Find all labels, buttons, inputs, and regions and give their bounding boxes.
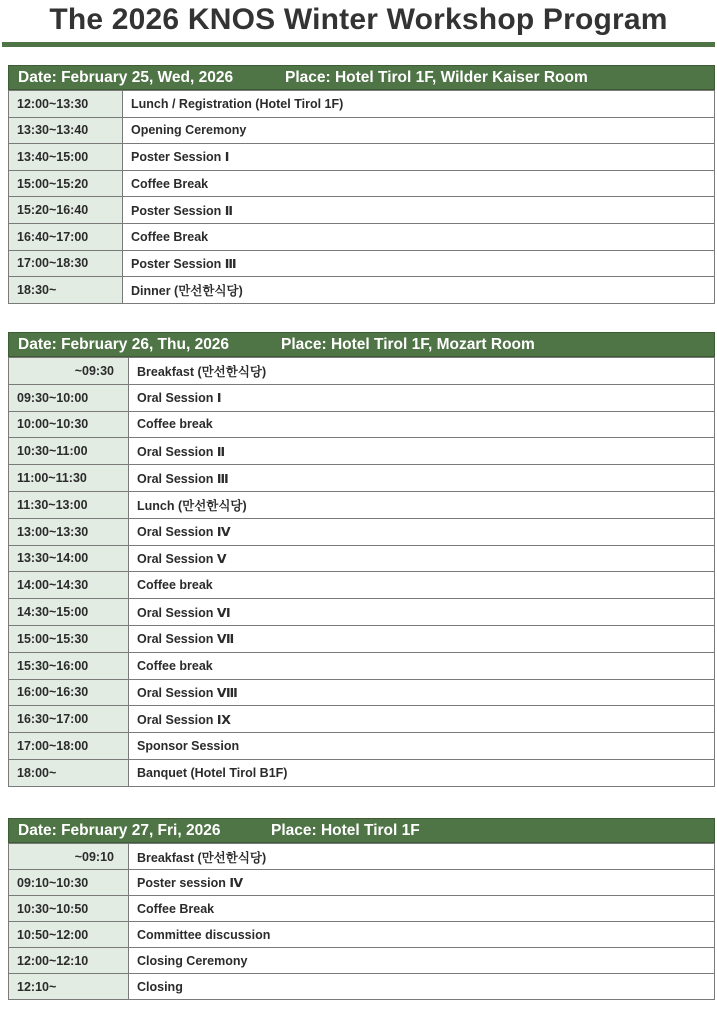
event-cell: Coffee break: [129, 411, 715, 438]
time-cell: 12:00~12:10: [9, 948, 129, 974]
table-row: [9, 948, 715, 974]
time-cell: 09:10~10:30: [9, 870, 129, 896]
day-place: Place: Hotel Tirol 1F, Wilder Kaiser Room: [285, 69, 588, 86]
time-cell: 12:00~13:30: [9, 91, 123, 118]
table-row: [9, 117, 715, 144]
time-cell: 10:00~10:30: [9, 411, 129, 438]
day-date: Date: February 26, Thu, 2026: [18, 336, 230, 353]
table-row: [9, 572, 715, 599]
event-cell: Poster Session Ⅰ: [123, 144, 715, 171]
table-row: [9, 974, 715, 1000]
time-cell: 10:30~10:50: [9, 896, 129, 922]
time-cell: 11:30~13:00: [9, 491, 129, 518]
day-header: [8, 332, 715, 357]
day-date: Date: February 25, Wed, 2026: [18, 69, 234, 86]
time-cell: 13:40~15:00: [9, 144, 123, 171]
time-cell: 18:00~: [9, 759, 129, 786]
table-row: [9, 223, 715, 250]
event-cell: Oral Session Ⅳ: [129, 518, 715, 545]
table-row: [9, 733, 715, 760]
table-row: [9, 652, 715, 679]
time-cell: 16:30~17:00: [9, 706, 129, 733]
day-place: Place: Hotel Tirol 1F: [271, 822, 420, 839]
time-cell: 15:20~16:40: [9, 197, 123, 224]
event-cell: Oral Session Ⅱ: [129, 438, 715, 465]
day-place: Place: Hotel Tirol 1F, Mozart Room: [281, 336, 535, 353]
event-cell: Coffee break: [129, 572, 715, 599]
time-cell: 18:30~: [9, 277, 123, 304]
event-cell: Opening Ceremony: [123, 117, 715, 144]
table-row: [9, 518, 715, 545]
table-row: [9, 922, 715, 948]
event-cell: Breakfast (만선한식당): [129, 358, 715, 385]
schedule-table: [8, 843, 715, 1000]
time-cell: 10:30~11:00: [9, 438, 129, 465]
event-cell: Closing Ceremony: [129, 948, 715, 974]
schedule-table: [8, 357, 715, 787]
table-row: [9, 545, 715, 572]
table-row: [9, 625, 715, 652]
event-cell: Sponsor Session: [129, 733, 715, 760]
table-row: [9, 465, 715, 492]
time-cell: 10:50~12:00: [9, 922, 129, 948]
table-row: [9, 870, 715, 896]
event-cell: Dinner (만선한식당): [123, 277, 715, 304]
event-cell: Poster Session Ⅲ: [123, 250, 715, 277]
table-row: [9, 91, 715, 118]
table-row: [9, 277, 715, 304]
time-cell: 12:10~: [9, 974, 129, 1000]
event-cell: Lunch / Registration (Hotel Tirol 1F): [123, 91, 715, 118]
table-row: [9, 679, 715, 706]
time-cell: 09:30~10:00: [9, 384, 129, 411]
event-cell: Banquet (Hotel Tirol B1F): [129, 759, 715, 786]
event-cell: Oral Session Ⅸ: [129, 706, 715, 733]
time-cell: 13:30~14:00: [9, 545, 129, 572]
table-row: [9, 411, 715, 438]
event-cell: Breakfast (만선한식당): [129, 844, 715, 870]
day-header: [8, 818, 715, 843]
event-cell: Coffee break: [129, 652, 715, 679]
table-row: [9, 144, 715, 171]
table-row: [9, 438, 715, 465]
table-row: [9, 896, 715, 922]
table-row: [9, 197, 715, 224]
time-cell: ~09:10: [9, 844, 129, 870]
time-cell: 13:00~13:30: [9, 518, 129, 545]
day-header: [8, 65, 715, 90]
table-row: [9, 706, 715, 733]
time-cell: 15:00~15:30: [9, 625, 129, 652]
time-cell: 14:00~14:30: [9, 572, 129, 599]
event-cell: Oral Session Ⅵ: [129, 599, 715, 626]
day-section-feb-25: [8, 65, 715, 304]
time-cell: 15:00~15:20: [9, 170, 123, 197]
time-cell: 15:30~16:00: [9, 652, 129, 679]
event-cell: Coffee Break: [123, 223, 715, 250]
time-cell: 16:00~16:30: [9, 679, 129, 706]
day-section-feb-26: [8, 332, 715, 787]
time-cell: 14:30~15:00: [9, 599, 129, 626]
time-cell: ~09:30: [9, 358, 129, 385]
table-row: [9, 358, 715, 385]
table-row: [9, 759, 715, 786]
event-cell: Oral Session Ⅴ: [129, 545, 715, 572]
event-cell: Oral Session Ⅶ: [129, 625, 715, 652]
table-row: [9, 491, 715, 518]
schedule-table: [8, 90, 715, 304]
event-cell: Poster Session Ⅱ: [123, 197, 715, 224]
table-row: [9, 250, 715, 277]
time-cell: 13:30~13:40: [9, 117, 123, 144]
day-section-feb-27: [8, 818, 715, 1000]
table-row: [9, 384, 715, 411]
event-cell: Oral Session Ⅲ: [129, 465, 715, 492]
event-cell: Oral Session Ⅰ: [129, 384, 715, 411]
time-cell: 17:00~18:30: [9, 250, 123, 277]
table-row: [9, 599, 715, 626]
event-cell: Lunch (만선한식당): [129, 491, 715, 518]
time-cell: 16:40~17:00: [9, 223, 123, 250]
time-cell: 11:00~11:30: [9, 465, 129, 492]
event-cell: Coffee Break: [129, 896, 715, 922]
table-row: [9, 170, 715, 197]
event-cell: Committee discussion: [129, 922, 715, 948]
event-cell: Coffee Break: [123, 170, 715, 197]
event-cell: Poster session Ⅳ: [129, 870, 715, 896]
time-cell: 17:00~18:00: [9, 733, 129, 760]
day-date: Date: February 27, Fri, 2026: [18, 822, 221, 839]
page-title: The 2026 KNOS Winter Workshop Program: [49, 3, 668, 36]
title-divider: [2, 42, 715, 47]
event-cell: Closing: [129, 974, 715, 1000]
event-cell: Oral Session Ⅷ: [129, 679, 715, 706]
table-row: [9, 844, 715, 870]
